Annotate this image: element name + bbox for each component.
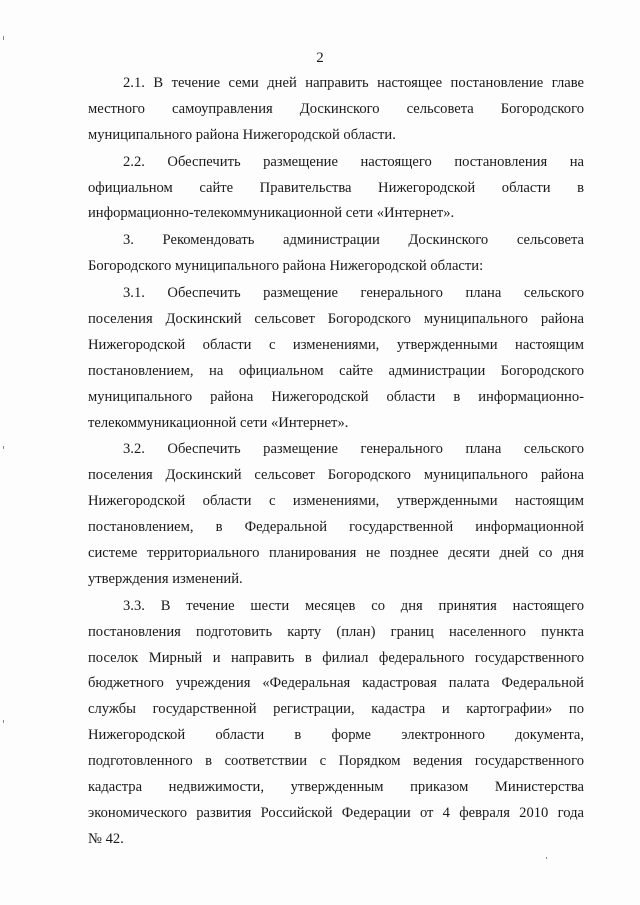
text-line: информационно-телекоммуникационной сети «Интернет». xyxy=(88,205,455,222)
text-line: Нижегородской области в форме электронного документа, xyxy=(88,727,584,744)
text-line: 2.1. В течение семи дней направить настоящее постановление главе xyxy=(123,75,584,91)
scan-artifact-mark xyxy=(3,720,4,723)
text-line: 3.1. Обеспечить размещение генерального плана сельского xyxy=(123,285,584,302)
paragraph-2-2 xyxy=(88,150,584,228)
text-line: № 42. xyxy=(88,830,124,847)
paragraph-3-1 xyxy=(88,281,584,436)
text-line: Богородского муниципального района Нижегородской области: xyxy=(88,258,484,275)
text-line: постановления подготовить карту (план) границ населенного пункта xyxy=(88,623,584,640)
text-line: службы государственной регистрации, кадастра и картографии» по xyxy=(88,701,584,718)
text-line: кадастра недвижимости, утвержденным приказом Министерства xyxy=(88,779,584,796)
text-line: 3. Рекомендовать администрации Доскинского сельсовета xyxy=(123,232,584,249)
text-line: телекоммуникационной сети «Интернет». xyxy=(88,414,349,431)
text-line: муниципального района Нижегородской области в информационно- xyxy=(88,388,584,405)
page-number: 2 xyxy=(316,50,324,66)
text-line: подготовленного в соответствии с Порядком ведения государственного xyxy=(88,753,584,770)
text-line: 3.2. Обеспечить размещение генерального плана сельского xyxy=(123,441,584,458)
paragraph-3-3 xyxy=(88,594,584,853)
text-line: 2.2. Обеспечить размещение настоящего постановления на xyxy=(123,153,584,170)
text-line: официальном сайте Правительства Нижегородской области в xyxy=(88,179,584,196)
document-body xyxy=(88,71,584,854)
text-line: муниципального района Нижегородской области. xyxy=(88,126,396,143)
text-line: поселения Доскинский сельсовет Богородского муниципального района xyxy=(88,311,584,328)
scan-artifact-mark xyxy=(546,857,547,859)
text-line: Нижегородской области с изменениями, утвержденными настоящим xyxy=(88,336,584,353)
paragraph-2-1 xyxy=(88,71,584,149)
text-line: Нижегородской области с изменениями, утвержденными настоящим xyxy=(88,493,584,510)
text-line: постановлением, в Федеральной государственной информационной xyxy=(88,519,584,536)
text-line: поселок Мирный и направить в филиал федерального государственного xyxy=(88,649,584,666)
text-line: местного самоуправления Доскинского сельсовета Богородского xyxy=(88,100,584,117)
paragraph-3 xyxy=(88,228,584,280)
text-line: утверждения изменений. xyxy=(88,570,243,587)
paragraph-3-2 xyxy=(88,437,584,592)
text-line: поселения Доскинский сельсовет Богородского муниципального района xyxy=(88,467,584,484)
text-line: бюджетного учреждения «Федеральная кадастровая палата Федеральной xyxy=(88,675,584,692)
text-line: постановлением, на официальном сайте администрации Богородского xyxy=(88,362,584,379)
scan-artifact-mark xyxy=(3,446,4,449)
text-line: экономического развития Российской Федерации от 4 февраля 2010 года xyxy=(88,804,584,821)
text-line: системе территориального планирования не позднее десяти дней со дня xyxy=(88,545,584,562)
scan-artifact-mark xyxy=(3,36,4,40)
text-line: 3.3. В течение шести месяцев со дня принятия настоящего xyxy=(123,597,584,614)
